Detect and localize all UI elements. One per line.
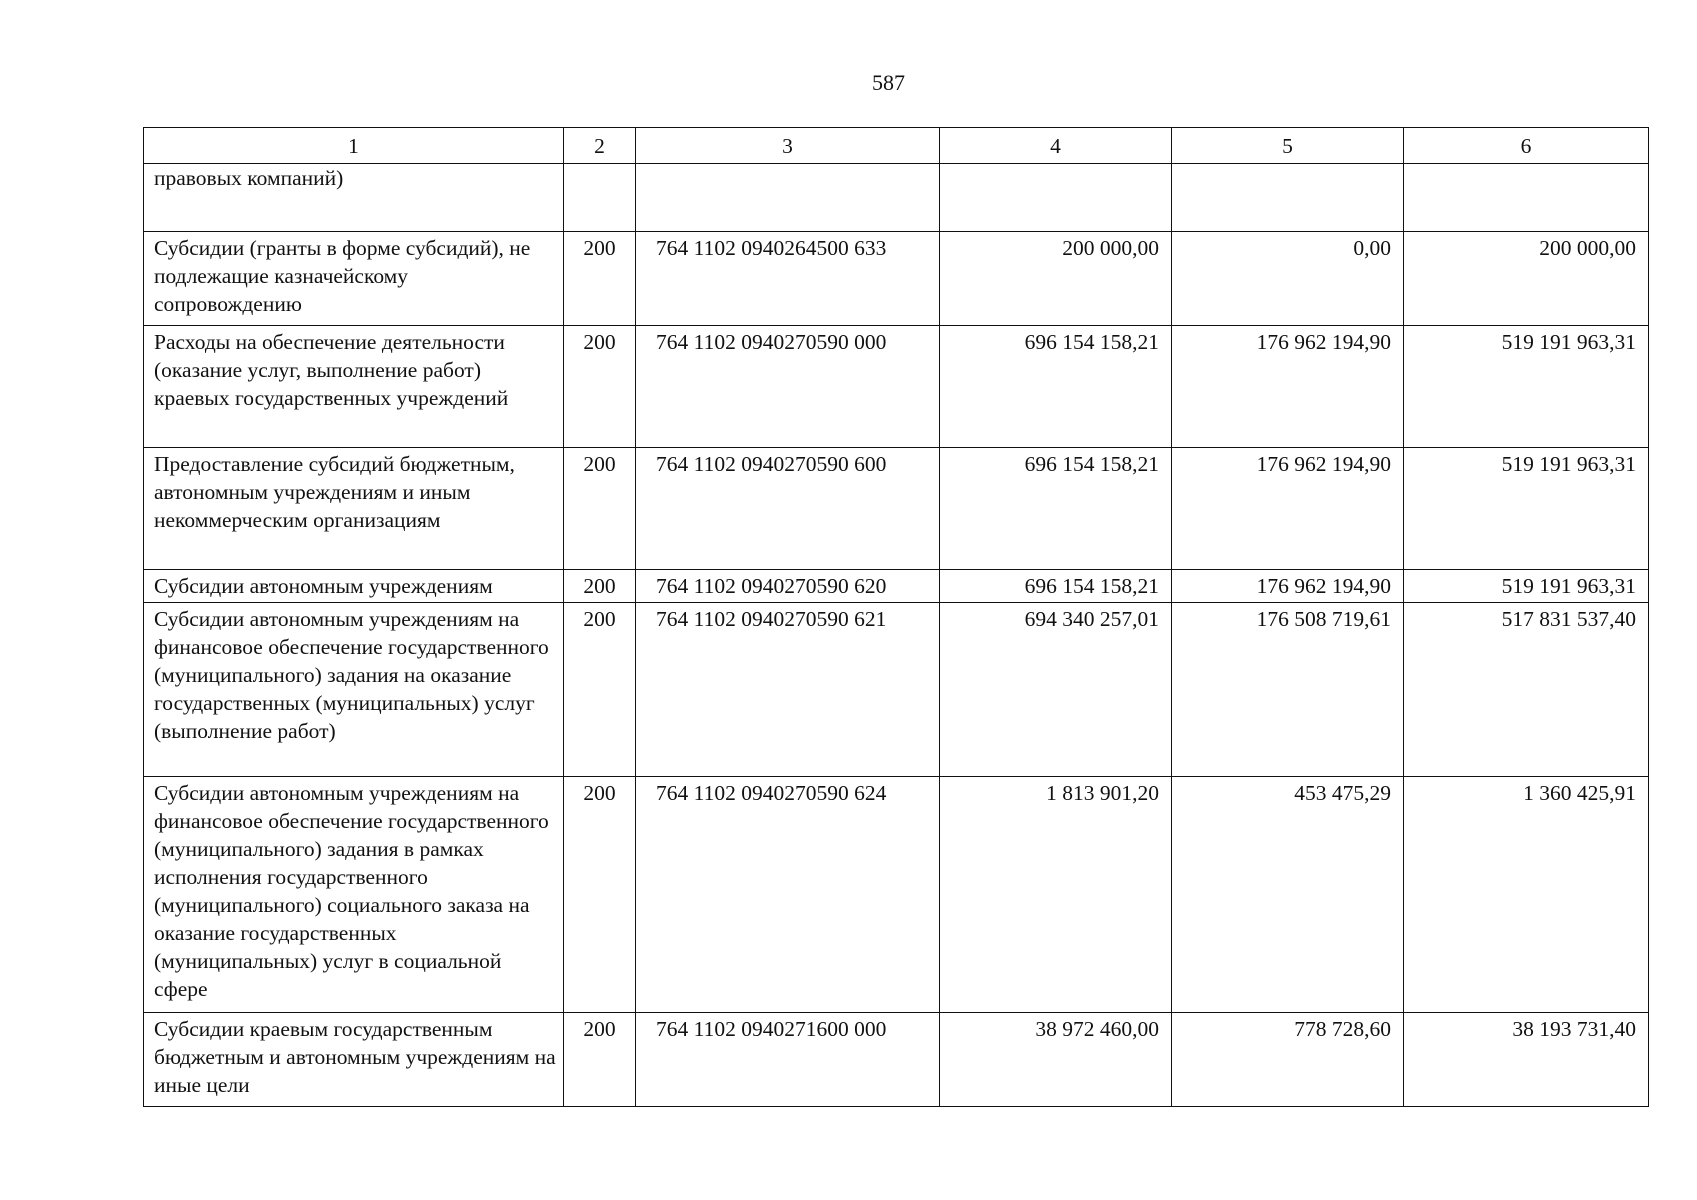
row-name: Субсидии автономным учреждениям [144,570,564,603]
row-name: Субсидии краевым государственным бюджетным и автономным учреждениям на иные цели [144,1013,564,1107]
row-unexecuted: 517 831 537,40 [1404,603,1649,777]
row-code: 200 [564,326,636,448]
row-executed: 176 962 194,90 [1172,570,1404,603]
row-executed: 176 962 194,90 [1172,326,1404,448]
row-executed: 778 728,60 [1172,1013,1404,1107]
row-executed: 453 475,29 [1172,777,1404,1013]
row-kbk [636,164,940,232]
table-row [144,164,1649,232]
row-executed: 176 508 719,61 [1172,603,1404,777]
row-approved: 696 154 158,21 [940,448,1172,570]
column-header: 4 [940,128,1172,164]
row-name: правовых компаний) [144,164,564,232]
page-number: 587 [872,70,905,95]
row-name: Субсидии автономным учреждениям на финансовое обеспечение государственного (муниципального) задания в рамках исполнения государственного (муниципального) социального заказа на оказание государственных (муниципальных) услуг в социальной сфере [144,777,564,1013]
row-unexecuted: 1 360 425,91 [1404,777,1649,1013]
row-approved: 200 000,00 [940,232,1172,326]
table-row [144,326,1649,448]
table-row [144,570,1649,603]
row-kbk: 764 1102 0940270590 624 [636,777,940,1013]
row-unexecuted [1404,164,1649,232]
column-header: 5 [1172,128,1404,164]
row-unexecuted: 200 000,00 [1404,232,1649,326]
column-header: 2 [564,128,636,164]
row-code [564,164,636,232]
column-header: 3 [636,128,940,164]
row-code: 200 [564,448,636,570]
row-kbk: 764 1102 0940270590 000 [636,326,940,448]
row-approved: 696 154 158,21 [940,570,1172,603]
table-row [144,603,1649,777]
row-approved: 694 340 257,01 [940,603,1172,777]
row-approved: 1 813 901,20 [940,777,1172,1013]
row-name: Расходы на обеспечение деятельности (оказание услуг, выполнение работ) краевых государственных учреждений [144,326,564,448]
row-code: 200 [564,232,636,326]
row-code: 200 [564,1013,636,1107]
row-unexecuted: 519 191 963,31 [1404,570,1649,603]
row-unexecuted: 519 191 963,31 [1404,326,1649,448]
row-executed [1172,164,1404,232]
row-unexecuted: 519 191 963,31 [1404,448,1649,570]
row-code: 200 [564,603,636,777]
row-code: 200 [564,570,636,603]
row-name: Предоставление субсидий бюджетным, автономным учреждениям и иным некоммерческим организациям [144,448,564,570]
row-approved: 696 154 158,21 [940,326,1172,448]
row-unexecuted: 38 193 731,40 [1404,1013,1649,1107]
table-header-row [144,128,1649,164]
row-approved [940,164,1172,232]
row-executed: 0,00 [1172,232,1404,326]
row-kbk: 764 1102 0940271600 000 [636,1013,940,1107]
row-name: Субсидии (гранты в форме субсидий), не подлежащие казначейскому сопровождению [144,232,564,326]
row-kbk: 764 1102 0940270590 621 [636,603,940,777]
table-row [144,1013,1649,1107]
row-executed: 176 962 194,90 [1172,448,1404,570]
row-kbk: 764 1102 0940270590 620 [636,570,940,603]
row-code: 200 [564,777,636,1013]
table-row [144,448,1649,570]
row-kbk: 764 1102 0940264500 633 [636,232,940,326]
row-approved: 38 972 460,00 [940,1013,1172,1107]
table-row [144,232,1649,326]
table-row [144,777,1649,1013]
row-name: Субсидии автономным учреждениям на финансовое обеспечение государственного (муниципального) задания на оказание государственных (муниципальных) услуг (выполнение работ) [144,603,564,777]
column-header: 6 [1404,128,1649,164]
row-kbk: 764 1102 0940270590 600 [636,448,940,570]
column-header: 1 [144,128,564,164]
budget-execution-table [143,127,1649,1107]
